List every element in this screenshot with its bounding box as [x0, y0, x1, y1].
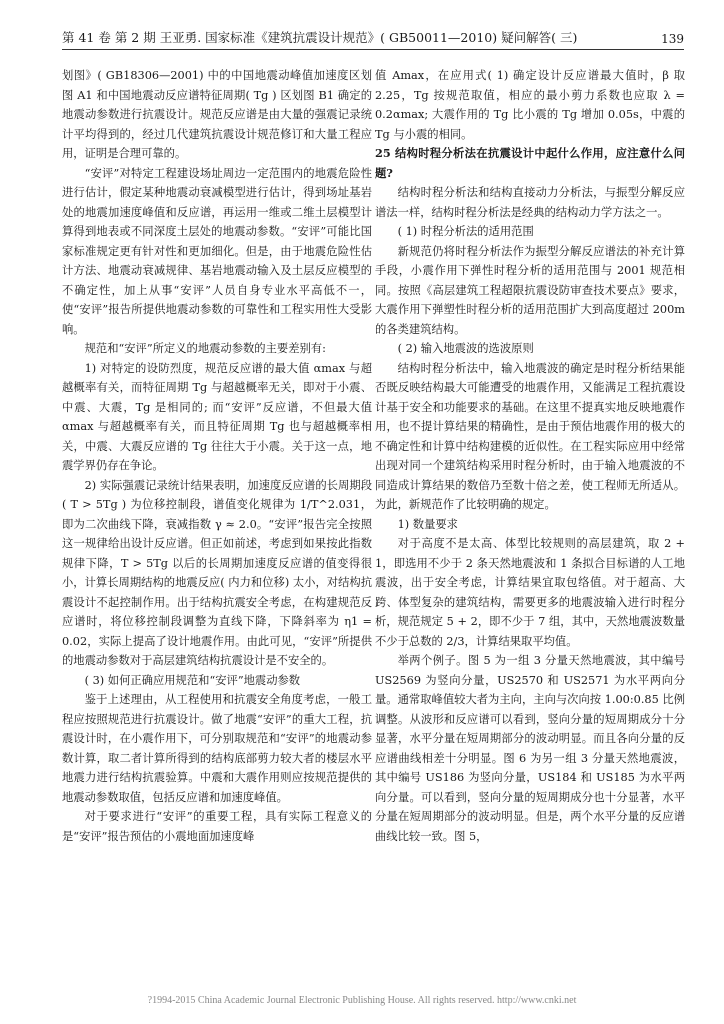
paragraph: “安评”对特定工程建设场址周边一定范围内的地震危险性进行估计，假定某种地震动衰减模型进行估计，得到场址基岩处的地震加速度峰值和反应谱，再运用一维或二维土层模型计算得到地表或不同深度土层处的地震动参数。“安评”可能比国家标准规定更有针对性和更加细化。但是，由于地震危险性估计方法、地震动衰减规律、基岩地震动输入及土层反应模型的不确定性，加上从事“安评”人员自身专业水平高低不一，使“安评”报告所提供地震动参数的可靠性和工程实用性大受影响。 — [62, 166, 372, 336]
section-heading: 1) 数量要求 — [397, 517, 458, 531]
section-heading: ( 1) 时程分析法的适用范围 — [397, 225, 534, 238]
paragraph: 划图》( GB18306—2001) 中的中国地震动峰值加速度区划图 A1 和中国地震动反应谱特征周期( Tg ) 区划图 B1 确定的地震动参数进行抗震设计。规范反应谱是由大量的强震记录统计平均得到的，经过几代建筑抗震设计规范修订和大量工程应用，证明是合理可靠的。 — [62, 69, 372, 160]
section-heading: ( 2) 输入地震波的选波原则 — [397, 342, 534, 355]
paragraph: 鉴于上述理由，从工程使用和抗震安全角度考虑，一般工程应按照规范进行抗震设计。做了地震“安评”的重大工程，抗震设计时，在小震作用下，可分别取规范和“安评”的地震动参数计算，取二者计算所得到的结构底部剪力较大者的楼层水平地震力进行结构抗震验算。中震和大震作用则应按规范提供的地震动参数取值，包括反应谱和加速度峰值。 — [62, 693, 372, 804]
page-number: 139 — [661, 32, 684, 46]
copyright-footer: ?1994-2015 China Academic Journal Electronic Publishing House. All rights reserved. http://www.cnki.net — [147, 995, 577, 1006]
paragraph: 结构时程分析法和结构直接动力分析法，与振型分解反应谱法一样，结构时程分析法是经典的结构动力学方法之一。 — [375, 186, 685, 219]
paragraph: 规范和“安评”所定义的地震动参数的主要差别有: — [84, 342, 326, 355]
paragraph: 1) 对特定的设防烈度，规范反应谱的最大值 αmax 与超越概率有关，而特征周期 Tg 与超越概率无关，即对于小震、中震、大震，Tg 是相同的; 而“安评”反应谱，不但最大值 αmax 与超越概率有关，而且特征周期 Tg 也与超越概率相关，中震、大震反应谱的 Tg 往往大于小震。关于这一点，地震学界仍存在争论。 — [62, 361, 372, 472]
section-heading: ( 3) 如何正确应用规范和“安评”地震动参数 — [84, 673, 301, 687]
running-header — [62, 24, 684, 50]
header-title: 第 41 卷 第 2 期 王亚勇. 国家标准《建筑抗震设计规范》( GB50011—2010) 疑问解答( 三) — [62, 30, 578, 45]
right-column — [375, 66, 685, 846]
section-heading: 25 结构时程分析法在抗震设计中起什么作用，应注意什么问题? — [375, 146, 685, 180]
paragraph: 值 Amax，在应用式( 1) 确定设计反应谱最大值时，β 取 2.25，Tg 按规范取值，相应的最小剪力系数也应取 λ = 0.2αmax; 大震作用的 Tg 比小震的 Tg 增加 0.05s，中震的 Tg 与小震的相同。 — [375, 69, 685, 141]
paragraph: 对于高度不是太高、体型比较规则的高层建筑，取 2 + 1，即选用不少于 2 条天然地震波和 1 条拟合目标谱的人工地震波，出于安全考虑，计算结果宜取包络值。对于超高、大跨、体型复杂的建筑结构，需要更多的地震波输入进行时程分析，规范规定 5 + 2，即不少于 7 组，其中，天然地震波数量不少于总数的 2/3，计算结果取平均值。 — [375, 537, 685, 648]
left-column — [62, 66, 372, 846]
paragraph: 结构时程分析法中，输入地震波的确定是时程分析结果能否既反映结构最大可能遭受的地震作用，又能满足工程抗震设计基于安全和功能要求的基础。在这里不提真实地反映地震作用，也不提计算结果的精确性，是由于预估地震作用的极大的不确定性和计算中结构建模的近似性。在工程实际应用中经常出现对同一个建筑结构采用时程分析时，由于输入地震波的不同造成计算结果的数倍乃至数十倍之差，使工程师无所适从。为此，新规范作了比较明确的规定。 — [375, 361, 685, 511]
paragraph: 2) 实际强震记录统计结果表明，加速度反应谱的长周期段( T > 5Tg ) 为位移控制段，谱值变化规律为 1/T^2.031，即为二次曲线下降，衰减指数 γ ≈ 2.0。“安评”报告完全按照这一规律给出设计反应谱。但正如前述，考虑到如果按此指数规律下降，T > 5Tg 以后的长周期加速度反应谱的值变得很小，计算长周期结构的地震反应( 内力和位移) 太小，对结构抗震设计不起控制作用。出于结构抗震安全考虑，在构建规范反应谱时，将位移控制段调整为直线下降，下降斜率为 η1 = 0.02，实际上提高了设计地震作用。由此可见，“安评”所提供的地震动参数对于高层建筑结构抗震设计是不安全的。 — [62, 478, 372, 667]
paragraph: 举两个例子。图 5 为一组 3 分量天然地震波，其中编号 US2569 为竖向分量，US2570 和 US2571 为水平两向分量。通常取峰值较大者为主向，主向与次向按 1.00:0.85 比例调整。从波形和反应谱可以看到，竖向分量的短周期成分十分显著，水平分量在短周期部分的波动明显。而且各向分量的反应谱曲线相差十分明显。图 6 为另一组 3 分量天然地震波，其中编号 US186 为竖向分量，US184 和 US185 为水平两向分量。可以看到，竖向分量的短周期成分也十分显著，水平分量在短周期部分的波动明显。但是，两个水平分量的反应谱曲线比较一致。图 5， — [375, 654, 685, 843]
paragraph: 新规范仍将时程分析法作为振型分解反应谱法的补充计算手段，小震作用下弹性时程分析的适用范围与 2001 规范相同。按照《高层建筑工程超限抗震设防审查技术要点》要求，大震作用下弹塑性时程分析的适用范围扩大到高度超过 200m 的各类建筑结构。 — [375, 244, 685, 336]
paragraph: 对于要求进行“安评”的重要工程，具有实际工程意义的是“安评”报告预估的小震地面加速度峰 — [62, 810, 372, 843]
